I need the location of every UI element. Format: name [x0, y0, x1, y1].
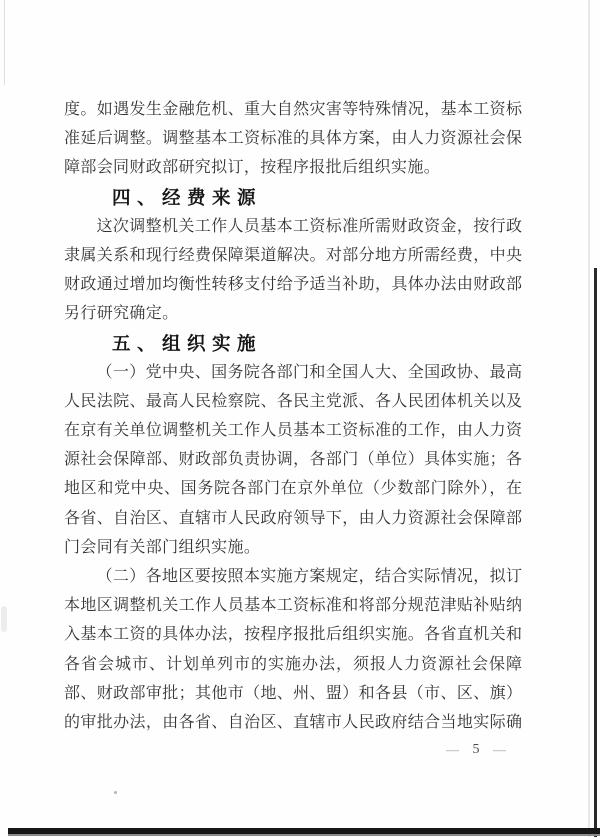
body-line: 源社会保障部、财政部负责协调，各部门（单位）具体实施；各 [64, 451, 522, 469]
body-line: 入基本工资的具体办法，按程序报批后组织实施。各省直机关和 [64, 626, 522, 644]
body-line: 障部会同财政部研究拟订，按程序报批后组织实施。 [64, 159, 441, 177]
scan-edge-right-light [588, 0, 590, 837]
scan-speck [114, 791, 117, 794]
page-number [446, 742, 506, 758]
body-line: 在京有关单位调整机关工作人员基本工资标准的工作，由人力资 [64, 422, 522, 440]
body-line: 地区和党中央、国务院各部门在京外单位（少数部门除外），在 [64, 480, 522, 498]
body-line: 度。如遇发生金融危机、重大自然灾害等特殊情况，基本工资标 [64, 101, 522, 118]
page-number-left-dash: — [446, 742, 459, 757]
page-number-value: 5 [472, 742, 480, 757]
body-line: 隶属关系和现行经费保障渠道解决。对部分地方所需经费，中央 [64, 246, 522, 264]
page-number-right-dash: — [493, 742, 506, 757]
body-line: 部、财政部审批；其他市（地、州、盟）和各县（市、区、旗） [64, 684, 522, 702]
body-line: 各省、自治区、直辖市人民政府领导下，由人力资源社会保障部 [64, 509, 522, 527]
document-text-column [64, 95, 522, 737]
scan-smudge-left [1, 606, 7, 632]
scan-edge-right-dark [594, 268, 597, 837]
body-line: 这次调整机关工作人员基本工资标准所需财政资金，按行政 [96, 217, 522, 235]
scan-bottom-bar-glow [8, 834, 600, 836]
body-line: （二）各地区要按照本实施方案规定，结合实际情况，拟订 [96, 568, 522, 585]
body-line: 人民法院、最高人民检察院、各民主党派、各人民团体机关以及 [64, 392, 522, 410]
body-line: 财政通过增加均衡性转移支付给予适当补助，具体办法由财政部 [64, 276, 522, 294]
section-heading-five: 五、组织实施 [112, 332, 263, 354]
body-line: （一）党中央、国务院各部门和全国人大、全国政协、最高 [96, 363, 522, 381]
body-line: 各省会城市、计划单列市的实施办法，须报人力资源社会保障 [64, 655, 522, 673]
body-line: 门会同有关部门组织实施。 [64, 538, 261, 556]
body-line: 准延后调整。调整基本工资标准的具体方案，由人力资源社会保 [64, 130, 522, 148]
body-line: 本地区调整机关工作人员基本工资标准和将部分规范津贴补贴纳 [64, 597, 522, 615]
body-line: 的审批办法，由各省、自治区、直辖市人民政府结合当地实际确 [64, 713, 522, 731]
section-heading-four: 四、经费来源 [112, 186, 263, 208]
scan-edge-left-faint [4, 0, 5, 85]
body-line: 另行研究确定。 [64, 305, 179, 323]
